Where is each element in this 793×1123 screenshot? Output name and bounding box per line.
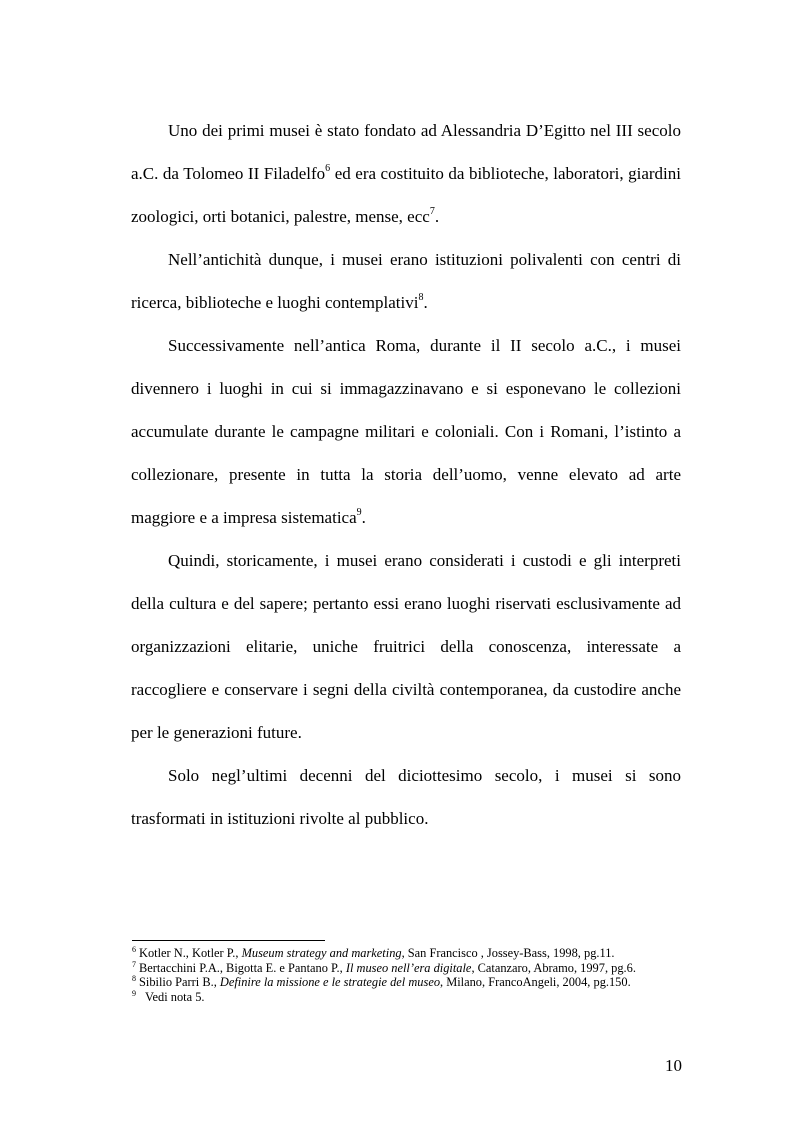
text-run: Sibilio Parri B., — [139, 975, 220, 989]
footnote-marker: 7 — [132, 959, 136, 969]
footnote-reference: 8 — [418, 292, 424, 303]
paragraph — [131, 109, 681, 238]
text-run: Quindi, storicamente, i musei erano considerati i custodi e gli interpreti della cultura e del sapere; pertanto essi erano luoghi riservati esclusivamente ad organizzazioni elitarie, uniche fruitrici della conoscenza, interessate a raccogliere e conservare i segni della civiltà contemporanea, da custodire anche per le generazioni future. — [131, 551, 681, 742]
footnote-marker: 8 — [132, 974, 136, 983]
footnote-marker: 6 — [132, 945, 136, 954]
text-run: , Milano, FrancoAngeli, 2004, pg.150. — [440, 975, 631, 989]
footnote — [132, 990, 692, 1005]
text-run: Kotler N., Kotler P., — [139, 946, 242, 960]
footnote-reference: 7 — [429, 206, 435, 217]
footnote-reference: 9 — [356, 507, 362, 518]
body-text — [131, 109, 681, 840]
footnote — [132, 975, 692, 990]
page-number: 10 — [665, 1056, 682, 1075]
footnote — [132, 946, 692, 961]
text-run: Bertacchini P.A., Bigotta E. e Pantano P., — [139, 960, 346, 975]
paragraph — [131, 324, 681, 539]
paragraph — [131, 238, 681, 324]
text-run: . — [361, 508, 366, 527]
text-run: , San Francisco , Jossey-Bass, 1998, pg.11. — [401, 946, 615, 960]
text-run: ed era costituito da biblioteche, laboratori, giardini zoologici, orti botanici, palestre, mense, ecc — [131, 164, 682, 226]
paragraph — [131, 539, 681, 754]
text-run: Successivamente nell’antica Roma, durante il II secolo a.C., i musei divennero i luoghi in cui si immagazzinavano e si esponevano le collezioni accumulate durante le campagne militari e coloniali. Con i Romani, l’istinto a collezionare, presente in tutta la storia dell’uomo, venne elevato ad arte maggiore e a impresa sistematica — [131, 336, 681, 527]
text-run: Uno dei primi musei è stato fondato ad Alessandria D’Egitto nel III secolo a.C. da Tolomeo II Filadelfo — [131, 121, 681, 183]
footnote — [132, 961, 692, 976]
italic-title: Il museo nell’era digitale — [345, 960, 472, 975]
italic-title: Museum strategy and marketing — [241, 946, 402, 960]
text-run: . — [434, 207, 440, 226]
paragraph — [131, 754, 681, 840]
footnote-separator — [132, 940, 325, 941]
text-run: . — [423, 293, 428, 312]
text-run: Solo negl’ultimi decenni del diciottesimo secolo, i musei si sono trasformati in istituzioni rivolte al pubblico. — [131, 766, 681, 828]
italic-title: Definire la missione e le strategie del museo — [219, 975, 441, 989]
footnote-reference: 6 — [325, 163, 331, 174]
text-run: Nell’antichità dunque, i musei erano istituzioni polivalenti con centri di ricerca, biblioteche e luoghi contemplativi — [131, 250, 681, 312]
footnote-marker: 9 — [132, 988, 136, 998]
text-run: Vedi nota 5. — [139, 989, 205, 1004]
footnotes — [132, 946, 692, 1004]
text-run: , Catanzaro, Abramo, 1997, pg.6. — [471, 960, 636, 975]
